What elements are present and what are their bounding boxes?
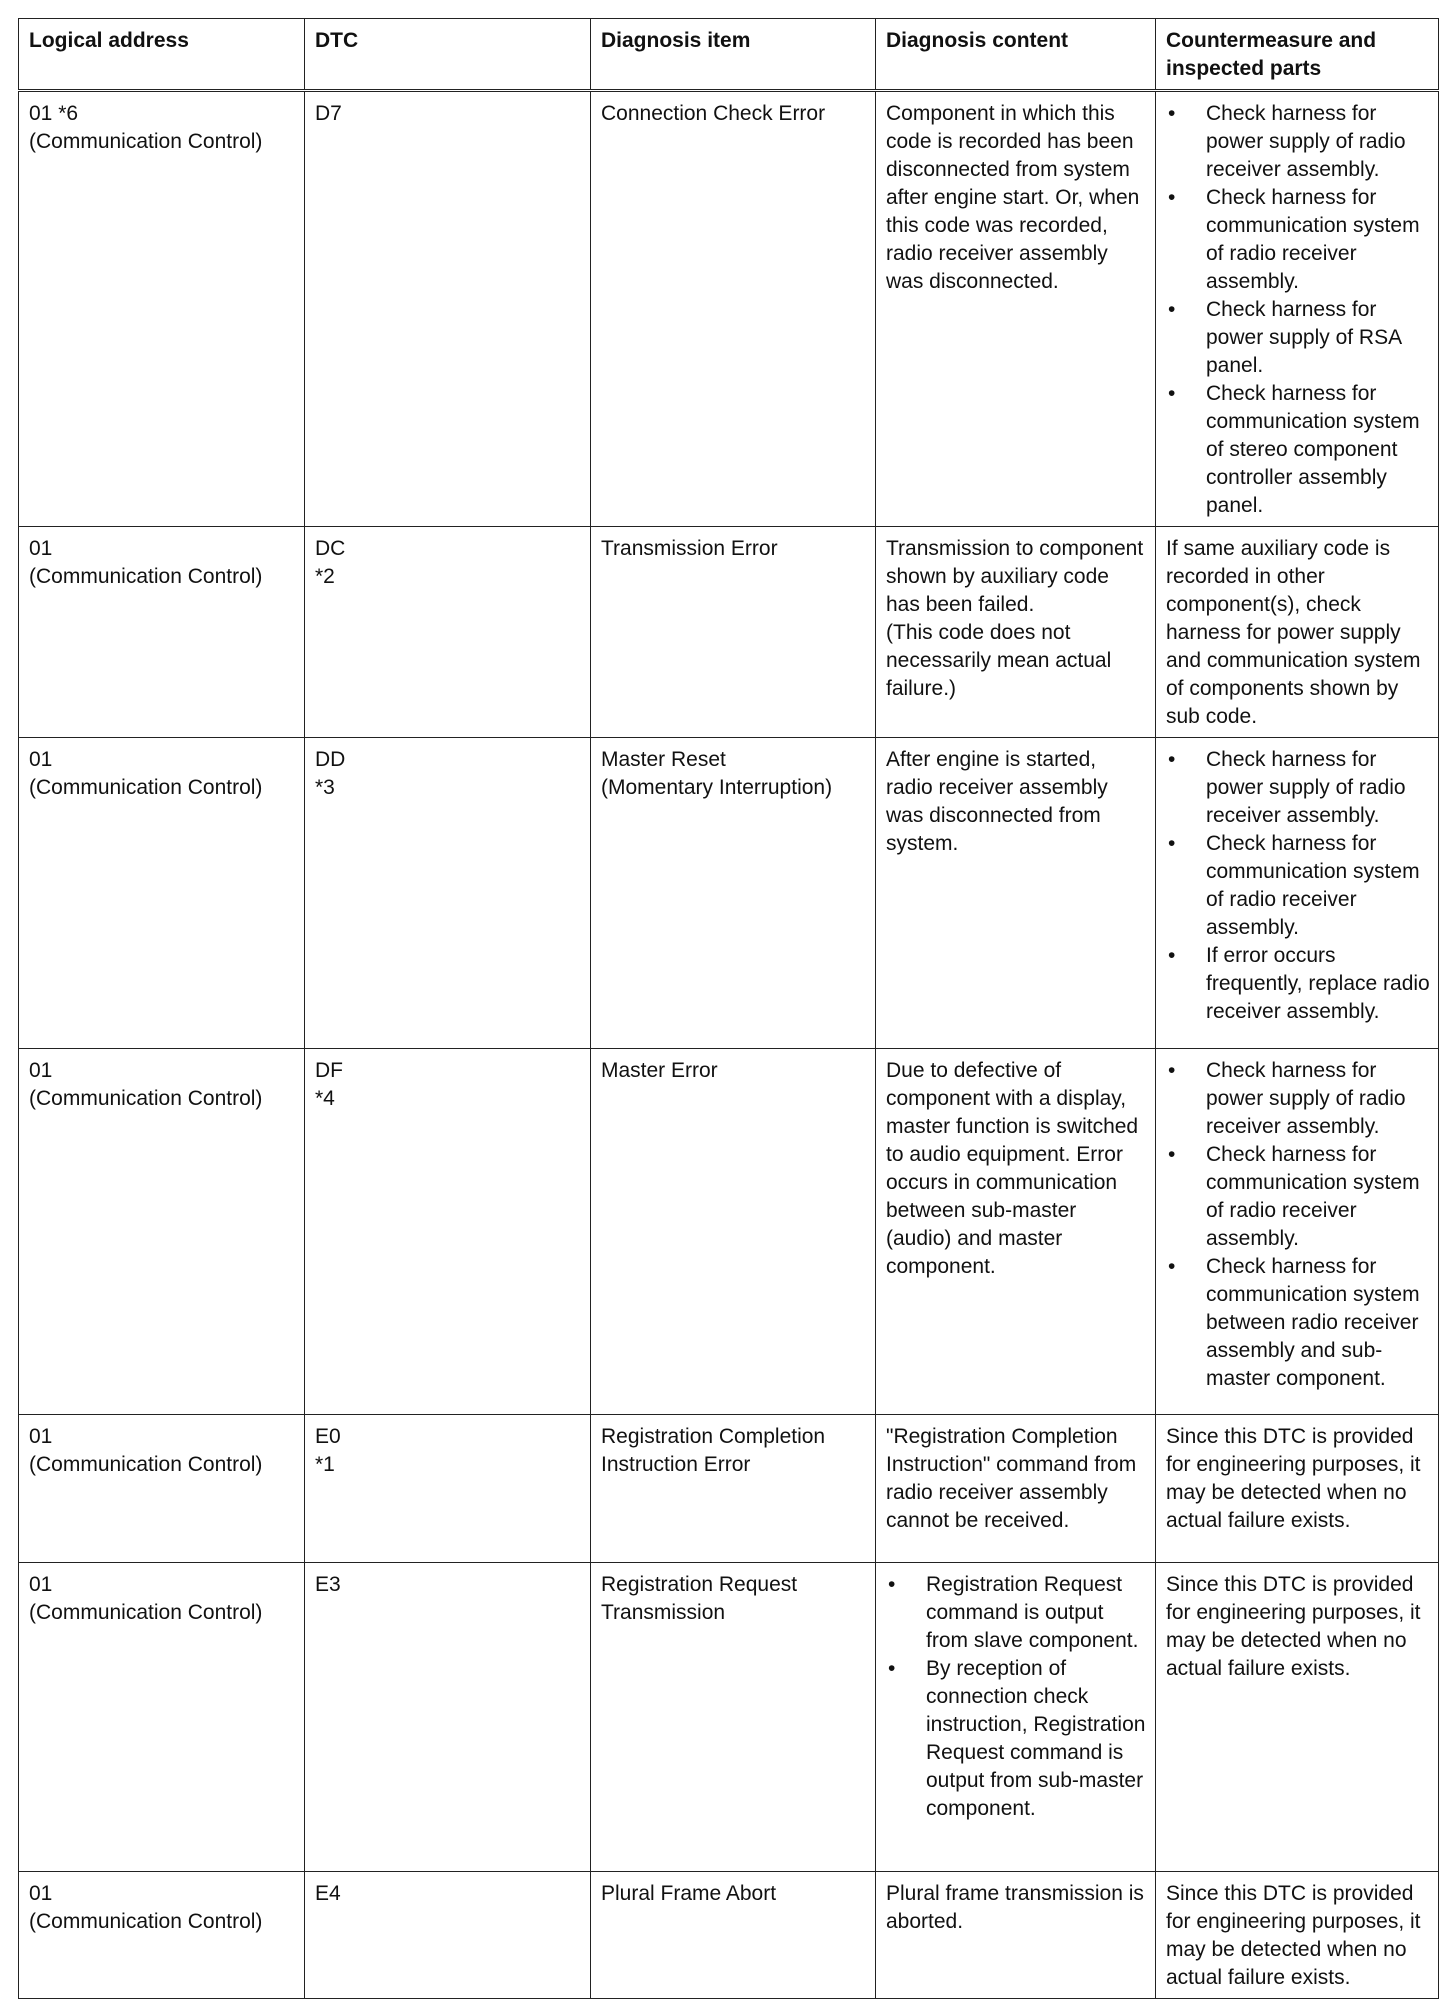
diagnosis-item-text: Plural Frame Abort [601,1882,777,1905]
cell-dtc [305,91,591,527]
diagnosis-content-text: Due to defective of component with a display, master function is switched to audio equipment. Error occurs in communication between sub-master (audio) and master component. [886,1059,1139,1278]
diagnosis-item-text: Master Reset (Momentary Interruption) [601,748,833,799]
table-row [19,1563,1439,1872]
bullet-text: Check harness for power supply of radio receiver assembly. [1206,1059,1406,1138]
table-row [19,738,1439,1049]
cell-diagnosis-item [591,91,876,527]
countermeasure-text: If same auxiliary code is recorded in other component(s), check harness for power supply and communication system of components shown by sub code. [1166,537,1421,728]
table-row [19,527,1439,738]
cell-logical-address [19,91,305,527]
bullet-item [1166,100,1430,184]
cell-logical-address [19,738,305,1049]
bullet-text: Check harness for communication system of radio receiver assembly. [1206,186,1420,293]
dtc-line: *2 [315,565,335,588]
logical-address-line: 01 *6 [29,102,79,125]
header-dtc: DTC [305,19,591,91]
header-diagnosis-item: Diagnosis item [591,19,876,91]
bullet-text: Registration Request command is output from slave component. [926,1573,1139,1652]
bullet-text: Check harness for communication system of stereo component controller assembly panel. [1206,382,1420,517]
dtc-line: E4 [315,1882,341,1905]
cell-logical-address [19,1415,305,1563]
bullet-text: Check harness for power supply of radio receiver assembly. [1206,102,1406,181]
logical-address-line: 01 [29,1882,53,1905]
bullet-item [1166,184,1430,296]
cell-countermeasure [1156,1049,1439,1415]
diagnosis-content-text: Transmission to component shown by auxiliary code has been failed. (This code does not necessarily mean actual failure.) [886,537,1144,700]
cell-dtc [305,527,591,738]
countermeasure-text: Since this DTC is provided for engineering purposes, it may be detected when no actual failure exists. [1166,1882,1421,1989]
bullet-list [1166,100,1430,520]
bullet-text: If error occurs frequently, replace radio receiver assembly. [1206,944,1430,1023]
table-row [19,1049,1439,1415]
cell-dtc [305,1872,591,1999]
bullet-text: Check harness for communication system between radio receiver assembly and sub-master component. [1206,1255,1420,1390]
bullet-dot-icon: • [888,1657,896,1680]
diagnosis-item-text: Registration Completion Instruction Error [601,1425,826,1476]
diagnosis-item-text: Connection Check Error [601,102,826,125]
cell-diagnosis-item [591,1049,876,1415]
cell-countermeasure [1156,1872,1439,1999]
table-row [19,1872,1439,1999]
bullet-dot-icon: • [1168,748,1176,771]
dtc-line: E3 [315,1573,341,1596]
header-countermeasure: Countermeasure and inspected parts [1156,19,1439,91]
cell-dtc [305,1049,591,1415]
dtc-line: DF [315,1059,343,1082]
bullet-dot-icon: • [888,1573,896,1596]
logical-address-line: (Communication Control) [29,1453,263,1476]
cell-diagnosis-content [876,91,1156,527]
bullet-dot-icon: • [1168,1255,1176,1278]
table-row [19,1415,1439,1563]
bullet-item [886,1655,1147,1823]
bullet-item [1166,296,1430,380]
cell-diagnosis-item [591,738,876,1049]
dtc-line: DC [315,537,346,560]
cell-logical-address [19,1049,305,1415]
cell-diagnosis-item [591,1563,876,1872]
logical-address-line: 01 [29,1425,53,1448]
diagnosis-content-text: Plural frame transmission is aborted. [886,1882,1144,1933]
cell-diagnosis-item [591,1872,876,1999]
cell-diagnosis-item [591,527,876,738]
bullet-list [1166,746,1430,1026]
bullet-item [1166,942,1430,1026]
bullet-text: Check harness for power supply of radio receiver assembly. [1206,748,1406,827]
bullet-item [886,1571,1147,1655]
cell-countermeasure [1156,91,1439,527]
cell-logical-address [19,1563,305,1872]
header-diagnosis-content: Diagnosis content [876,19,1156,91]
cell-diagnosis-content [876,527,1156,738]
bullet-dot-icon: • [1168,1059,1176,1082]
bullet-item [1166,1141,1430,1253]
countermeasure-text: Since this DTC is provided for engineering purposes, it may be detected when no actual failure exists. [1166,1573,1421,1680]
bullet-text: Check harness for communication system of radio receiver assembly. [1206,1143,1420,1250]
bullet-item [1166,1253,1430,1393]
bullet-dot-icon: • [1168,832,1176,855]
logical-address-line: (Communication Control) [29,776,263,799]
bullet-text: Check harness for communication system of radio receiver assembly. [1206,832,1420,939]
dtc-line: D7 [315,102,342,125]
diagnosis-item-text: Transmission Error [601,537,778,560]
logical-address-line: (Communication Control) [29,565,263,588]
table-body [19,91,1439,1999]
bullet-dot-icon: • [1168,1143,1176,1166]
cell-countermeasure [1156,527,1439,738]
cell-dtc [305,1415,591,1563]
cell-countermeasure [1156,738,1439,1049]
table-row [19,91,1439,527]
diagnosis-item-text: Master Error [601,1059,718,1082]
bullet-dot-icon: • [1168,944,1176,967]
dtc-line: DD [315,748,346,771]
cell-logical-address [19,527,305,738]
diagnosis-content-text: "Registration Completion Instruction" command from radio receiver assembly cannot be received. [886,1425,1137,1532]
cell-dtc [305,1563,591,1872]
bullet-dot-icon: • [1168,298,1176,321]
cell-dtc [305,738,591,1049]
bullet-text: Check harness for power supply of RSA panel. [1206,298,1401,377]
bullet-dot-icon: • [1168,102,1176,125]
countermeasure-text: Since this DTC is provided for engineering purposes, it may be detected when no actual failure exists. [1166,1425,1421,1532]
diagnosis-item-text: Registration Request Transmission [601,1573,798,1624]
cell-diagnosis-content [876,738,1156,1049]
cell-diagnosis-item [591,1415,876,1563]
bullet-item [1166,1057,1430,1141]
dtc-line: *4 [315,1087,335,1110]
bullet-text: By reception of connection check instruction, Registration Request command is output from sub-master component. [926,1657,1146,1820]
diagnosis-content-text: After engine is started, radio receiver assembly was disconnected from system. [886,748,1108,855]
logical-address-line: (Communication Control) [29,130,263,153]
bullet-item [1166,746,1430,830]
logical-address-line: (Communication Control) [29,1087,263,1110]
dtc-line: *1 [315,1453,335,1476]
cell-countermeasure [1156,1415,1439,1563]
cell-logical-address [19,1872,305,1999]
diagnosis-content-text: Component in which this code is recorded has been disconnected from system after engine start. Or, when this code was recorded, radio receiver assembly was disconnected. [886,102,1140,293]
bullet-list [886,1571,1147,1823]
cell-diagnosis-content [876,1872,1156,1999]
dtc-line: E0 [315,1425,341,1448]
logical-address-line: 01 [29,537,53,560]
logical-address-line: 01 [29,1573,53,1596]
cell-diagnosis-content [876,1415,1156,1563]
bullet-dot-icon: • [1168,382,1176,405]
bullet-list [1166,1057,1430,1393]
dtc-line: *3 [315,776,335,799]
cell-diagnosis-content [876,1049,1156,1415]
dtc-table [18,18,1439,1999]
logical-address-line: 01 [29,1059,53,1082]
cell-countermeasure [1156,1563,1439,1872]
logical-address-line: 01 [29,748,53,771]
cell-diagnosis-content [876,1563,1156,1872]
bullet-item [1166,380,1430,520]
logical-address-line: (Communication Control) [29,1601,263,1624]
logical-address-line: (Communication Control) [29,1910,263,1933]
bullet-dot-icon: • [1168,186,1176,209]
table-header-row [19,19,1439,91]
header-logical-address: Logical address [19,19,305,91]
bullet-item [1166,830,1430,942]
